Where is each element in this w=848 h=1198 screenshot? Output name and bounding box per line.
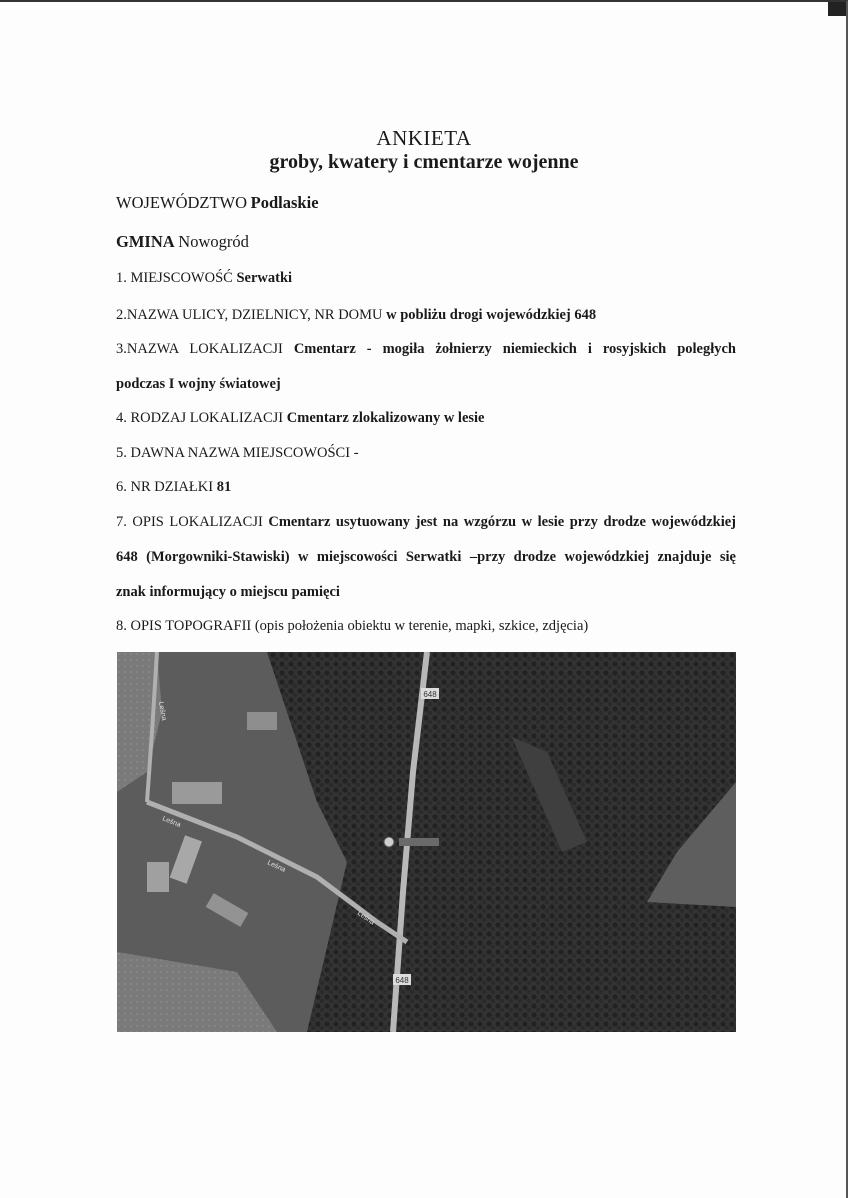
field-value: w pobliżu drogi wojewódzkiej 648 — [386, 307, 597, 323]
road-number-top: 648 — [423, 690, 437, 699]
field-lokalizacja — [116, 341, 736, 358]
field-ulica — [116, 307, 736, 324]
field-label: 7. OPIS LOKALIZACJI — [116, 514, 263, 530]
field-opis-cont: znak informujący o miejscu pamięci — [116, 584, 340, 600]
field-lokalizacja-cont — [116, 376, 736, 393]
field-label: 5. DAWNA NAZWA MIEJSCOWOŚCI — [116, 445, 351, 461]
field-value: Nowogród — [178, 232, 249, 251]
field-label: 4. RODZAJ LOKALIZACJI — [116, 410, 284, 426]
scan-corner-mark — [828, 2, 846, 16]
field-value: Cmentarz usytuowany jest na wzgórzu w lesie przy drodze wojewódzkiej — [268, 514, 737, 530]
document-title: ANKIETA — [376, 126, 472, 150]
field-value: Podlaskie — [250, 193, 319, 212]
field-opis — [116, 514, 736, 531]
field-dawna-nazwa — [116, 445, 736, 462]
document-subtitle: groby, kwatery i cmentarze wojenne — [269, 151, 579, 173]
road-number-bottom: 648 — [395, 976, 409, 985]
building — [172, 782, 222, 804]
field-rodzaj — [116, 410, 736, 427]
field-label: 8. OPIS TOPOGRAFII (opis położenia obiektu w terenie, mapki, szkice, zdjęcia) — [116, 618, 589, 634]
field-label: 1. MIEJSCOWOŚĆ — [116, 270, 233, 286]
field-value: Cmentarz - mogiła żołnierzy niemieckich i rosyjskich poległych — [293, 341, 737, 357]
street-label: Leśna — [355, 909, 376, 927]
field-value: Serwatki — [236, 270, 293, 286]
field-label: 6. NR DZIAŁKI — [116, 479, 214, 495]
location-label — [399, 838, 439, 846]
field-wojewodztwo — [116, 193, 736, 213]
field-label: WOJEWÓDZTWO — [116, 193, 248, 212]
building — [147, 862, 169, 892]
street-label: Leśna — [157, 701, 168, 722]
street-label: Leśna — [161, 815, 182, 830]
field-label: 3.NAZWA LOKALIZACJI — [116, 341, 283, 357]
field-value: Cmentarz zlokalizowany w lesie — [286, 410, 485, 426]
building — [247, 712, 277, 730]
field-gmina — [116, 232, 736, 252]
field-nr-dzialki — [116, 479, 736, 496]
field-value: podczas I wojny światowej — [116, 376, 281, 392]
location-pin-icon — [384, 837, 394, 847]
street-label: Leśna — [266, 859, 287, 874]
field-value: 81 — [216, 479, 232, 495]
field-label: GMINA — [116, 232, 175, 251]
field-label: 2.NAZWA ULICY, DZIELNICY, NR DOMU — [116, 307, 383, 323]
field-value: - — [353, 445, 359, 461]
field-topografia — [116, 618, 736, 635]
aerial-map-image — [117, 652, 736, 1032]
field-miejscowosc — [116, 270, 736, 287]
aerial-map — [117, 652, 736, 1032]
field-opis-cont: 648 (Morgowniki-Stawiski) w miejscowości Serwatki –przy drodze wojewódzkiej znajduje się — [116, 549, 736, 565]
